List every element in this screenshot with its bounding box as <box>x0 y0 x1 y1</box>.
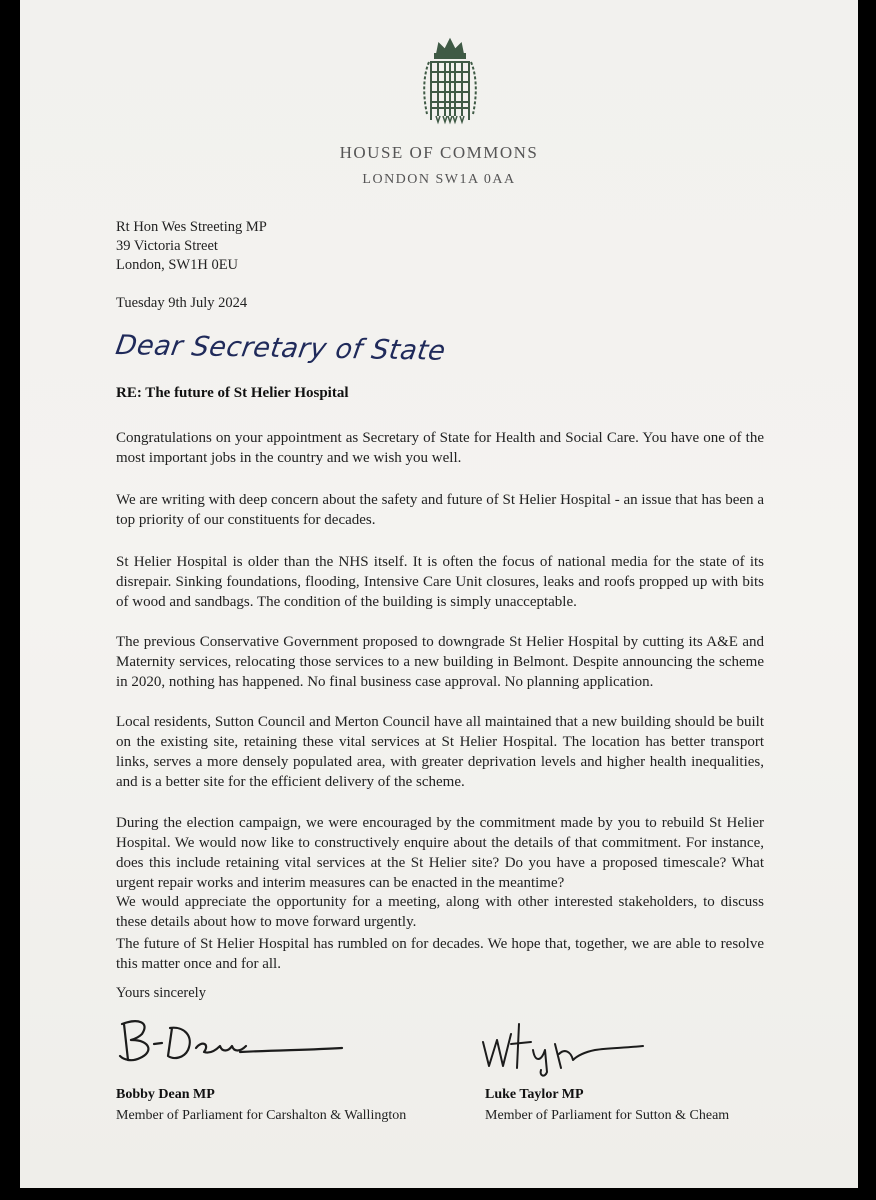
portcullis-crest-icon <box>419 36 481 126</box>
body-paragraph: We would appreciate the opportunity for a meeting, along with other interested stakeholders, to discuss these details about how to move forward urgently. <box>116 894 764 930</box>
body-paragraph: The previous Conservative Government proposed to downgrade St Helier Hospital by cutting its A&E and Maternity services, relocating those services to a new building in Belmont. Despite announcing the scheme in 2020, nothing has happened. No final business case approval. No planning application. <box>116 634 764 690</box>
recipient-line: 39 Victoria Street <box>116 238 218 254</box>
signature-luke-taylor-icon <box>475 1014 675 1084</box>
letterhead-address: LONDON SW1A 0AA <box>362 172 516 187</box>
letter-date: Tuesday 9th July 2024 <box>116 295 248 311</box>
letter-subject: RE: The future of St Helier Hospital <box>116 385 349 401</box>
recipient-address <box>116 218 267 275</box>
body-paragraph: Congratulations on your appointment as Secretary of State for Health and Social Care. You have one of the most important jobs in the country and we wish you well. <box>116 430 764 466</box>
body-paragraph: The future of St Helier Hospital has rumbled on for decades. We hope that, together, we are able to resolve this matter once and for all. <box>116 936 764 972</box>
body-paragraph: During the election campaign, we were encouraged by the commitment made by you to rebuild St Helier Hospital. We would now like to constructively enquire about the details of that commitment. For instance, does this include retaining vital services at the St Helier site? Do you have a proposed timescale? What urgent repair works and interim measures can be enacted in the meantime? <box>116 815 764 891</box>
signature-bobby-dean-icon <box>110 1010 350 1080</box>
body-paragraph: We are writing with deep concern about the safety and future of St Helier Hospital - an issue that has been a top priority of our constituents for decades. <box>116 492 764 528</box>
body-paragraph: St Helier Hospital is older than the NHS itself. It is often the focus of national media for the state of its disrepair. Sinking foundations, flooding, Intensive Care Unit closures, leaks and roofs propped up with bits of wood and sandbags. The condition of the building is simply unacceptable. <box>116 554 764 610</box>
body-paragraph: Local residents, Sutton Council and Merton Council have all maintained that a new building should be built on the existing site, retaining these vital services at St Helier Hospital. The location has better transport links, serves a more densely populated area, with greater deprivation levels and higher health inequalities, and is a better site for the efficient delivery of the scheme. <box>116 714 764 790</box>
letterhead-title: HOUSE OF COMMONS <box>339 143 539 162</box>
recipient-line: London, SW1H 0EU <box>116 257 239 273</box>
signatory-name: Luke Taylor MP <box>485 1087 584 1102</box>
closing-line: Yours sincerely <box>116 985 206 1001</box>
handwritten-greeting: Dear Secretary of State <box>113 330 448 367</box>
letter-page <box>20 0 858 1188</box>
signatory-name: Bobby Dean MP <box>116 1087 215 1102</box>
recipient-line: Rt Hon Wes Streeting MP <box>116 219 267 235</box>
signatory-role: Member of Parliament for Carshalton & Wallington <box>116 1108 407 1123</box>
signatory-role: Member of Parliament for Sutton & Cheam <box>485 1108 730 1123</box>
